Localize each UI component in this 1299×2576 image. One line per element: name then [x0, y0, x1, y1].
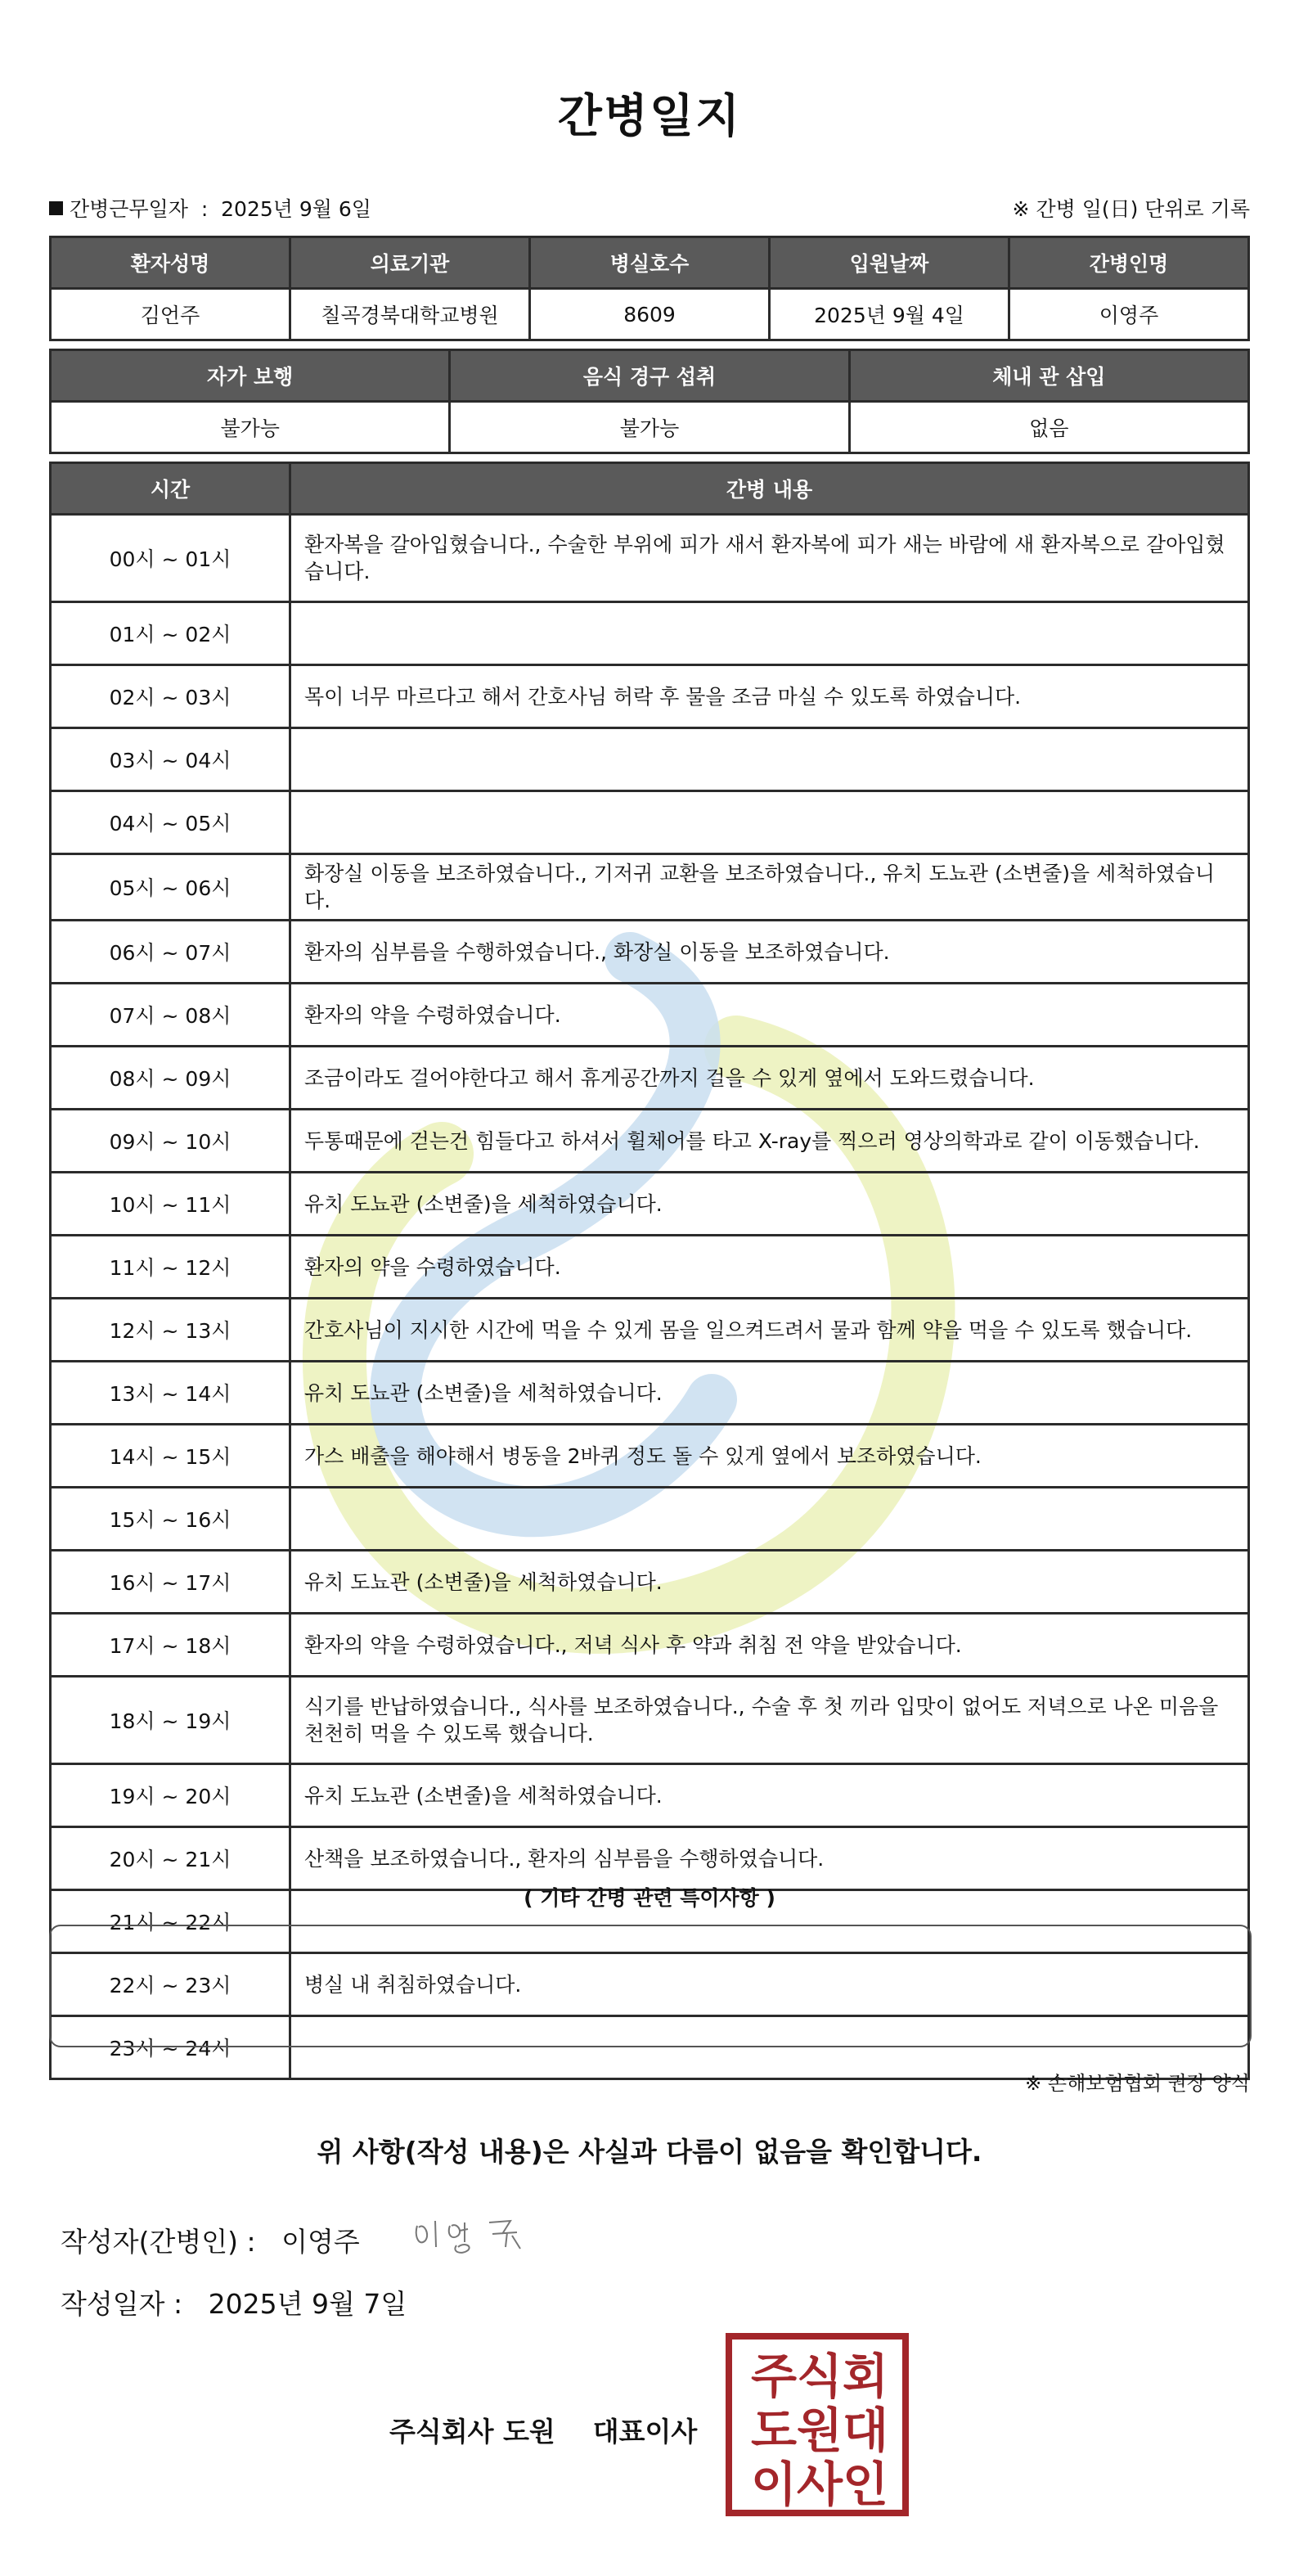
log-header-row: [51, 463, 1249, 515]
oral-intake-value: 불가능: [450, 402, 849, 453]
company-name: 주식회사 도원: [389, 2416, 555, 2448]
header-care-content: 간병 내용: [290, 463, 1249, 515]
header-caregiver: 간병인명: [1009, 237, 1249, 289]
header-self-walking: 자가 보행: [51, 350, 450, 402]
log-row: [51, 791, 1249, 854]
header-room: 병실호수: [530, 237, 770, 289]
svg-text:식: 식: [796, 2349, 843, 2404]
work-date-label: 간병근무일자: [70, 197, 188, 221]
log-note: [290, 791, 1249, 854]
work-date-separator: :: [200, 197, 209, 221]
company-seal-stamp: [725, 2332, 910, 2517]
writer-name: 이영주: [281, 2226, 360, 2258]
patient-value-row: [51, 289, 1249, 340]
log-note: 목이 너무 마르다고 해서 간호사님 허락 후 물을 조금 마실 수 있도록 하였습니다.: [290, 665, 1249, 728]
log-row: [51, 1614, 1249, 1677]
log-time: 07시 ~ 08시: [51, 984, 290, 1047]
log-note: 가스 배출을 해야해서 병동을 2바퀴 정도 돌 수 있게 옆에서 보조하였습니다.: [290, 1425, 1249, 1488]
log-time: 21시 ~ 22시: [51, 1890, 290, 1953]
log-time: 14시 ~ 15시: [51, 1425, 290, 1488]
svg-text:도: 도: [750, 2403, 798, 2458]
log-time: 03시 ~ 04시: [51, 728, 290, 791]
patient-info-table: [49, 236, 1250, 341]
log-note: 유치 도뇨관 (소변줄)을 세척하였습니다.: [290, 1173, 1249, 1236]
log-time: 17시 ~ 18시: [51, 1614, 290, 1677]
log-time: 01시 ~ 02시: [51, 602, 290, 665]
log-time: 09시 ~ 10시: [51, 1110, 290, 1173]
log-row: [51, 1551, 1249, 1614]
header-admission-date: 입원날짜: [770, 237, 1009, 289]
log-time: 04시 ~ 05시: [51, 791, 290, 854]
svg-text:이: 이: [750, 2457, 798, 2512]
log-row: [51, 1236, 1249, 1299]
log-row: [51, 1488, 1249, 1551]
log-time: 05시 ~ 06시: [51, 854, 290, 921]
log-time: 12시 ~ 13시: [51, 1299, 290, 1362]
log-time: 10시 ~ 11시: [51, 1173, 290, 1236]
log-note: 화장실 이동을 보조하였습니다., 기저귀 교환을 보조하였습니다., 유치 도뇨관 (소변줄)을 세척하였습니다.: [290, 854, 1249, 921]
log-time: 11시 ~ 12시: [51, 1236, 290, 1299]
writer-label: 작성자(간병인) :: [61, 2226, 256, 2258]
log-note: 두통때문에 걷는건 힘들다고 하셔서 휠체어를 타고 X-ray를 찍으러 영상의학과로 같이 이동했습니다.: [290, 1110, 1249, 1173]
log-row: [51, 728, 1249, 791]
log-note: 환자의 약을 수령하였습니다., 저녁 식사 후 약과 취침 전 약을 받았습니다.: [290, 1614, 1249, 1677]
log-time: 15시 ~ 16시: [51, 1488, 290, 1551]
patient-header-row: [51, 237, 1249, 289]
write-date-value: 2025년 9월 7일: [208, 2288, 407, 2320]
log-note: 유치 도뇨관 (소변줄)을 세척하였습니다.: [290, 1764, 1249, 1827]
bullet-square-icon: [49, 201, 63, 215]
work-date: [49, 193, 371, 223]
log-note: [290, 728, 1249, 791]
log-note: 환자의 심부름을 수행하였습니다., 화장실 이동을 보조하였습니다.: [290, 921, 1249, 984]
log-time: 22시 ~ 23시: [51, 1953, 290, 2016]
log-row: [51, 1173, 1249, 1236]
log-time: 00시 ~ 01시: [51, 515, 290, 602]
log-row: [51, 515, 1249, 602]
page-title: 간병일지: [557, 90, 742, 143]
care-log-table: [49, 462, 1250, 2080]
log-row: [51, 602, 1249, 665]
log-time: 08시 ~ 09시: [51, 1047, 290, 1110]
self-walking-value: 불가능: [51, 402, 450, 453]
write-date-label: 작성일자 :: [61, 2288, 183, 2320]
admission-date: 2025년 9월 4일: [770, 289, 1009, 340]
svg-text:인: 인: [842, 2457, 889, 2512]
log-time: 20시 ~ 21시: [51, 1827, 290, 1890]
write-date-line: [61, 2283, 407, 2322]
header-oral-intake: 음식 경구 섭취: [450, 350, 849, 402]
svg-text:사: 사: [796, 2457, 843, 2512]
log-note: 조금이라도 걸어야한다고 해서 휴게공간까지 걸을 수 있게 옆에서 도와드렸습니다.: [290, 1047, 1249, 1110]
caregiver-name: 이영주: [1009, 289, 1249, 340]
log-row: [51, 665, 1249, 728]
unit-note: ※ 간병 일(日) 단위로 기록: [1012, 197, 1250, 221]
log-body: [51, 515, 1249, 2079]
company-signature-line: [389, 2411, 697, 2449]
company-title: 대표이사: [592, 2416, 698, 2448]
log-row: [51, 1764, 1249, 1827]
log-row: [51, 921, 1249, 984]
log-time: 16시 ~ 17시: [51, 1551, 290, 1614]
log-note: 산책을 보조하였습니다., 환자의 심부름을 수행하였습니다.: [290, 1827, 1249, 1890]
log-row: [51, 984, 1249, 1047]
svg-text:대: 대: [842, 2403, 889, 2458]
tube-insertion-value: 없음: [849, 402, 1248, 453]
log-note: 환자의 약을 수령하였습니다.: [290, 1236, 1249, 1299]
log-time: 13시 ~ 14시: [51, 1362, 290, 1425]
log-note: 식기를 반납하였습니다., 식사를 보조하였습니다., 수술 후 첫 끼라 입맛이 없어도 저녁으로 나온 미음을 천천히 먹을 수 있도록 했습니다.: [290, 1677, 1249, 1764]
log-note: 환자의 약을 수령하였습니다.: [290, 984, 1249, 1047]
status-header-row: [51, 350, 1249, 402]
patient-status-table: [49, 349, 1250, 454]
header-hospital: 의료기관: [290, 237, 530, 289]
log-row: [51, 854, 1249, 921]
log-time: 19시 ~ 20시: [51, 1764, 290, 1827]
extra-notes-title: ( 기타 간병 관련 특이사항 ): [524, 1886, 775, 1910]
header-tube-insertion: 체내 관 삽입: [849, 350, 1248, 402]
log-row: [51, 1827, 1249, 1890]
log-note: [290, 602, 1249, 665]
log-row: [51, 1425, 1249, 1488]
confirm-statement: 위 사항(작성 내용)은 사실과 다름이 없음을 확인합니다.: [317, 2136, 982, 2168]
patient-name: 김언주: [51, 289, 290, 340]
log-note: 병실 내 취침하였습니다.: [290, 1953, 1249, 2016]
extra-notes-box: [49, 1925, 1252, 2047]
hospital-name: 칠곡경북대학교병원: [290, 289, 530, 340]
handwritten-signature: [411, 2211, 542, 2257]
log-row: [51, 1047, 1249, 1110]
log-note: [290, 1488, 1249, 1551]
svg-text:주: 주: [750, 2349, 798, 2404]
log-row: [51, 1677, 1249, 1764]
recommend-note: ※ 손해보험협회 권장 양식: [1025, 2072, 1250, 2095]
log-row: [51, 1110, 1249, 1173]
log-row: [51, 1362, 1249, 1425]
header-patient-name: 환자성명: [51, 237, 290, 289]
work-date-value: 2025년 9월 6일: [221, 197, 371, 221]
room-number: 8609: [530, 289, 770, 340]
header-time: 시간: [51, 463, 290, 515]
log-note: 간호사님이 지시한 시간에 먹을 수 있게 몸을 일으켜드려서 물과 함께 약을 먹을 수 있도록 했습니다.: [290, 1299, 1249, 1362]
log-time: 18시 ~ 19시: [51, 1677, 290, 1764]
svg-text:원: 원: [796, 2403, 843, 2458]
log-note: 환자복을 갈아입혔습니다., 수술한 부위에 피가 새서 환자복에 피가 새는 바람에 새 환자복으로 갈아입혔습니다.: [290, 515, 1249, 602]
log-note: 유치 도뇨관 (소변줄)을 세척하였습니다.: [290, 1362, 1249, 1425]
status-value-row: [51, 402, 1249, 453]
log-note: 유치 도뇨관 (소변줄)을 세척하였습니다.: [290, 1551, 1249, 1614]
log-row: [51, 1299, 1249, 1362]
log-time: 02시 ~ 03시: [51, 665, 290, 728]
svg-text:회: 회: [842, 2349, 889, 2404]
log-time: 23시 ~ 24시: [51, 2016, 290, 2079]
log-time: 06시 ~ 07시: [51, 921, 290, 984]
writer-line: [61, 2221, 360, 2259]
